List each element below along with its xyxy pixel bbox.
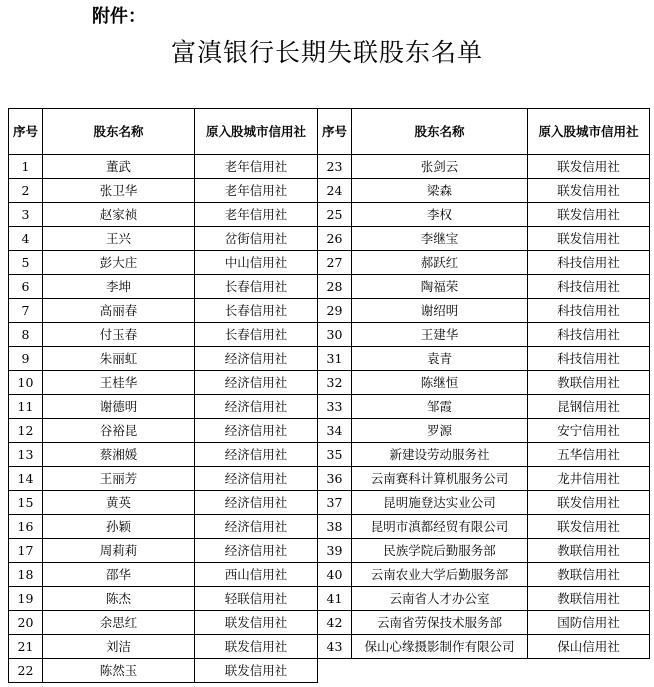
table-row [9, 323, 650, 347]
cell-origin-left: 经济信用社 [195, 347, 318, 371]
cell-name-left: 陈然玉 [43, 659, 195, 683]
header-origin-right: 原入股城市信用社 [528, 109, 650, 155]
cell-seq-right: 29 [318, 299, 352, 323]
cell-name-right: 梁森 [352, 179, 528, 203]
cell-origin-left: 联发信用社 [195, 611, 318, 635]
cell-name-left: 刘洁 [43, 635, 195, 659]
cell-origin-right: 昆钢信用社 [528, 395, 650, 419]
cell-name-right: 云南省人才办公室 [352, 587, 528, 611]
empty-cell [352, 659, 528, 683]
cell-name-right: 保山心缘摄影制作有限公司 [352, 635, 528, 659]
cell-origin-right: 五华信用社 [528, 443, 650, 467]
cell-origin-left: 长春信用社 [195, 323, 318, 347]
cell-seq-right: 35 [318, 443, 352, 467]
cell-name-left: 谷裕昆 [43, 419, 195, 443]
table-row [9, 371, 650, 395]
cell-seq-right: 37 [318, 491, 352, 515]
table-row [9, 203, 650, 227]
cell-name-right: 云南农业大学后勤服务部 [352, 563, 528, 587]
shareholder-table [8, 108, 650, 683]
cell-seq-right: 40 [318, 563, 352, 587]
cell-name-right: 新建设劳动服务社 [352, 443, 528, 467]
cell-name-right: 陈继恒 [352, 371, 528, 395]
cell-seq-left: 19 [9, 587, 43, 611]
table-row [9, 659, 650, 683]
cell-name-right: 昆明市滇都经贸有限公司 [352, 515, 528, 539]
cell-origin-left: 老年信用社 [195, 155, 318, 179]
cell-name-left: 王丽芳 [43, 467, 195, 491]
cell-name-left: 周莉莉 [43, 539, 195, 563]
cell-name-right: 罗源 [352, 419, 528, 443]
cell-origin-right: 龙井信用社 [528, 467, 650, 491]
header-origin-left: 原入股城市信用社 [195, 109, 318, 155]
table-header-row [9, 109, 650, 155]
cell-name-right: 王建华 [352, 323, 528, 347]
header-seq-left: 序号 [9, 109, 43, 155]
page-title: 富滇银行长期失联股东名单 [170, 38, 483, 67]
cell-name-left: 余思红 [43, 611, 195, 635]
cell-seq-right: 31 [318, 347, 352, 371]
cell-origin-left: 经济信用社 [195, 515, 318, 539]
cell-name-left: 蔡湘媛 [43, 443, 195, 467]
cell-seq-left: 3 [9, 203, 43, 227]
table-row [9, 419, 650, 443]
cell-seq-right: 43 [318, 635, 352, 659]
cell-name-left: 付玉春 [43, 323, 195, 347]
cell-origin-right: 科技信用社 [528, 251, 650, 275]
cell-seq-left: 1 [9, 155, 43, 179]
cell-seq-left: 10 [9, 371, 43, 395]
cell-origin-left: 长春信用社 [195, 299, 318, 323]
cell-origin-left: 老年信用社 [195, 179, 318, 203]
cell-origin-right: 联发信用社 [528, 155, 650, 179]
table-row [9, 179, 650, 203]
cell-seq-left: 16 [9, 515, 43, 539]
cell-seq-right: 38 [318, 515, 352, 539]
cell-seq-right: 32 [318, 371, 352, 395]
table-row [9, 347, 650, 371]
cell-name-left: 董武 [43, 155, 195, 179]
cell-origin-left: 经济信用社 [195, 395, 318, 419]
table-row [9, 635, 650, 659]
table-row [9, 491, 650, 515]
cell-origin-right: 教联信用社 [528, 371, 650, 395]
cell-origin-left: 经济信用社 [195, 491, 318, 515]
cell-seq-left: 13 [9, 443, 43, 467]
table-row [9, 395, 650, 419]
cell-name-left: 邵华 [43, 563, 195, 587]
cell-seq-right: 25 [318, 203, 352, 227]
cell-seq-right: 41 [318, 587, 352, 611]
cell-seq-left: 8 [9, 323, 43, 347]
cell-name-right: 昆明施登达实业公司 [352, 491, 528, 515]
cell-name-left: 黄英 [43, 491, 195, 515]
cell-origin-left: 经济信用社 [195, 371, 318, 395]
cell-origin-right: 科技信用社 [528, 323, 650, 347]
cell-origin-left: 经济信用社 [195, 443, 318, 467]
cell-seq-right: 26 [318, 227, 352, 251]
cell-name-left: 赵家祯 [43, 203, 195, 227]
cell-name-left: 谢德明 [43, 395, 195, 419]
cell-origin-left: 老年信用社 [195, 203, 318, 227]
cell-seq-left: 15 [9, 491, 43, 515]
cell-origin-left: 经济信用社 [195, 539, 318, 563]
cell-origin-left: 联发信用社 [195, 659, 318, 683]
table-row [9, 563, 650, 587]
cell-origin-left: 中山信用社 [195, 251, 318, 275]
cell-name-left: 陈杰 [43, 587, 195, 611]
cell-origin-left: 轻联信用社 [195, 587, 318, 611]
cell-seq-right: 28 [318, 275, 352, 299]
cell-seq-left: 22 [9, 659, 43, 683]
cell-seq-left: 6 [9, 275, 43, 299]
table-row [9, 443, 650, 467]
cell-origin-right: 科技信用社 [528, 299, 650, 323]
cell-name-right: 袁青 [352, 347, 528, 371]
cell-name-right: 云南省劳保技术服务部 [352, 611, 528, 635]
cell-name-right: 张剑云 [352, 155, 528, 179]
table-row [9, 611, 650, 635]
cell-seq-left: 20 [9, 611, 43, 635]
cell-seq-right: 27 [318, 251, 352, 275]
cell-name-left: 高丽春 [43, 299, 195, 323]
empty-cell [528, 659, 650, 683]
cell-origin-right: 保山信用社 [528, 635, 650, 659]
cell-origin-left: 长春信用社 [195, 275, 318, 299]
cell-origin-right: 联发信用社 [528, 491, 650, 515]
cell-seq-right: 42 [318, 611, 352, 635]
cell-name-right: 李继宝 [352, 227, 528, 251]
cell-name-right: 郝跃红 [352, 251, 528, 275]
attachment-label: 附件： [92, 6, 146, 27]
cell-origin-left: 经济信用社 [195, 419, 318, 443]
cell-name-left: 朱丽虹 [43, 347, 195, 371]
header-seq-right: 序号 [318, 109, 352, 155]
table-row [9, 299, 650, 323]
cell-name-right: 邹霞 [352, 395, 528, 419]
cell-seq-right: 39 [318, 539, 352, 563]
cell-origin-left: 岔街信用社 [195, 227, 318, 251]
cell-seq-right: 33 [318, 395, 352, 419]
table-row [9, 587, 650, 611]
cell-name-right: 云南赛科计算机服务公司 [352, 467, 528, 491]
cell-seq-right: 24 [318, 179, 352, 203]
cell-origin-right: 联发信用社 [528, 203, 650, 227]
cell-origin-right: 科技信用社 [528, 347, 650, 371]
cell-name-left: 张卫华 [43, 179, 195, 203]
cell-seq-left: 2 [9, 179, 43, 203]
cell-seq-right: 34 [318, 419, 352, 443]
header-name-right: 股东名称 [352, 109, 528, 155]
empty-cell [318, 659, 352, 683]
cell-origin-left: 西山信用社 [195, 563, 318, 587]
cell-seq-left: 12 [9, 419, 43, 443]
cell-seq-left: 18 [9, 563, 43, 587]
cell-name-left: 孙颖 [43, 515, 195, 539]
table-row [9, 539, 650, 563]
cell-name-right: 陶福荣 [352, 275, 528, 299]
cell-seq-left: 14 [9, 467, 43, 491]
table-row [9, 251, 650, 275]
cell-seq-right: 36 [318, 467, 352, 491]
table-row [9, 227, 650, 251]
cell-name-left: 王兴 [43, 227, 195, 251]
table-row [9, 515, 650, 539]
cell-seq-left: 5 [9, 251, 43, 275]
table-row [9, 155, 650, 179]
cell-seq-right: 30 [318, 323, 352, 347]
header-name-left: 股东名称 [43, 109, 195, 155]
cell-origin-right: 安宁信用社 [528, 419, 650, 443]
cell-seq-left: 11 [9, 395, 43, 419]
cell-name-left: 王桂华 [43, 371, 195, 395]
cell-origin-right: 教联信用社 [528, 563, 650, 587]
table-row [9, 275, 650, 299]
cell-seq-left: 17 [9, 539, 43, 563]
cell-seq-left: 9 [9, 347, 43, 371]
cell-name-left: 彭大庄 [43, 251, 195, 275]
cell-name-left: 李坤 [43, 275, 195, 299]
table-row [9, 467, 650, 491]
cell-origin-right: 联发信用社 [528, 179, 650, 203]
cell-origin-right: 联发信用社 [528, 227, 650, 251]
cell-origin-right: 教联信用社 [528, 539, 650, 563]
cell-origin-left: 经济信用社 [195, 467, 318, 491]
table-body [9, 155, 650, 683]
cell-origin-left: 联发信用社 [195, 635, 318, 659]
cell-origin-right: 教联信用社 [528, 587, 650, 611]
cell-seq-left: 21 [9, 635, 43, 659]
cell-name-right: 李权 [352, 203, 528, 227]
cell-origin-right: 科技信用社 [528, 275, 650, 299]
cell-seq-left: 7 [9, 299, 43, 323]
cell-origin-right: 联发信用社 [528, 515, 650, 539]
cell-name-right: 民族学院后勤服务部 [352, 539, 528, 563]
cell-name-right: 谢绍明 [352, 299, 528, 323]
cell-origin-right: 国防信用社 [528, 611, 650, 635]
cell-seq-left: 4 [9, 227, 43, 251]
cell-seq-right: 23 [318, 155, 352, 179]
